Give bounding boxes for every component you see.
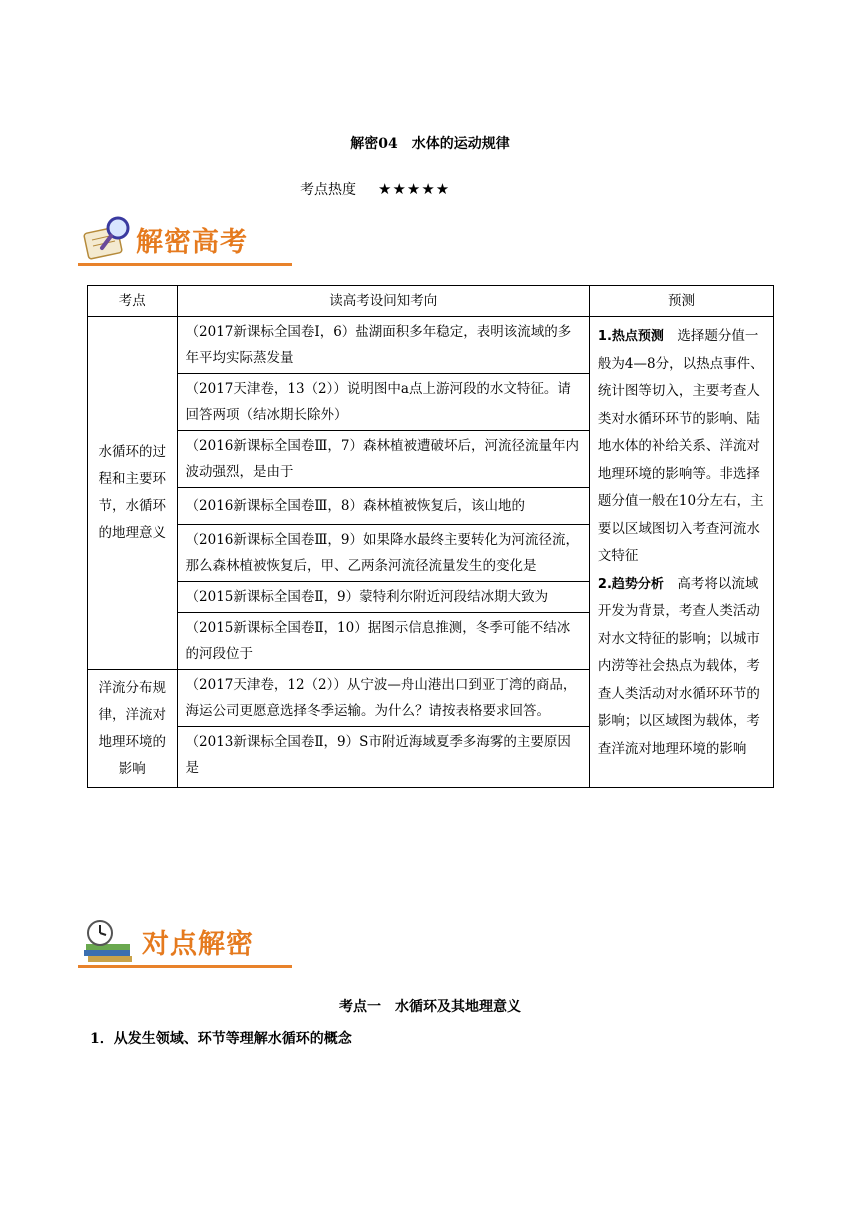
question-cell: （2016新课标全国卷Ⅲ，8）森林植被恢复后，该山地的 — [177, 488, 589, 525]
question-cell: （2015新课标全国卷Ⅱ，9）蒙特利尔附近河段结冰期大致为 — [177, 582, 589, 613]
prediction-cell — [589, 317, 773, 788]
banner-title: 解密高考 — [136, 227, 248, 258]
question-cell: （2013新课标全国卷Ⅱ，9）S市附近海域夏季多海雾的主要原因是 — [177, 727, 589, 788]
exam-table — [87, 285, 774, 788]
banner-underline — [78, 263, 292, 266]
table-header-row — [88, 286, 774, 317]
prediction-text-hot: 选择题分值一般为4—8分，以热点事件、统计图等切入，主要考查人类对水循环环节的影响、陆地水体的补给关系、洋流对地理环境的影响等。非选择题分值一般在10分左右，主要以区域图切入考查河流水文特征 — [597, 328, 764, 564]
topic-cell: 洋流分布规律，洋流对地理环境的影响 — [88, 670, 178, 788]
header-topic: 考点 — [88, 286, 178, 317]
banner-decode-exam — [78, 212, 292, 266]
question-cell: （2016新课标全国卷Ⅲ，7）森林植被遭破坏后，河流径流量年内波动强烈，是由于 — [177, 431, 589, 488]
section-title: 考点一 水循环及其地理意义 — [339, 999, 521, 1015]
question-cell: （2017新课标全国卷Ⅰ，6）盐湖面积多年稳定，表明该流域的多年平均实际蒸发量 — [177, 317, 589, 374]
prediction-label-hot: 1.热点预测 — [597, 329, 664, 344]
heat-label: 考点热度 — [300, 182, 356, 198]
prediction-label-trend: 2.趋势分析 — [597, 576, 664, 592]
question-cell: （2015新课标全国卷Ⅱ，10）据图示信息推测，冬季可能不结冰的河段位于 — [177, 613, 589, 670]
heat-row — [300, 179, 450, 199]
question-cell: （2017天津卷，12（2））从宁波—舟山港出口到亚丁湾的商品，海运公司更愿意选择冬季运输。为什么？请按表格要求回答。 — [177, 670, 589, 727]
page-title: 解密04 水体的运动规律 — [350, 136, 510, 152]
banner-title: 对点解密 — [142, 929, 254, 960]
table-row — [88, 317, 774, 374]
banner-underline — [78, 965, 292, 968]
notebook-magnifier-icon — [80, 214, 138, 264]
heat-stars: ★★★★★ — [378, 180, 451, 198]
list-item-heading: 1．从发生领域、环节等理解水循环的概念 — [90, 1031, 352, 1047]
prediction-text-trend: 高考将以流域开发为背景，考查人类活动对水文特征的影响；以城市内涝等社会热点为载体，考查人类活动对水循环环节的影响；以区域图为载体，考查洋流对地理环境的影响 — [597, 575, 760, 757]
question-cell: （2017天津卷，13（2））说明图中a点上游河段的水文特征。请回答两项（结冰期长除外） — [177, 374, 589, 431]
clock-books-icon — [80, 916, 138, 966]
header-prediction: 预测 — [589, 286, 773, 317]
question-cell: （2016新课标全国卷Ⅲ，9）如果降水最终主要转化为河流径流，那么森林植被恢复后，甲、乙两条河流径流量发生的变化是 — [177, 525, 589, 582]
topic-cell: 水循环的过程和主要环节，水循环的地理意义 — [88, 317, 178, 670]
header-questions: 读高考设问知考向 — [177, 286, 589, 317]
banner-targeted-decode — [78, 914, 292, 968]
